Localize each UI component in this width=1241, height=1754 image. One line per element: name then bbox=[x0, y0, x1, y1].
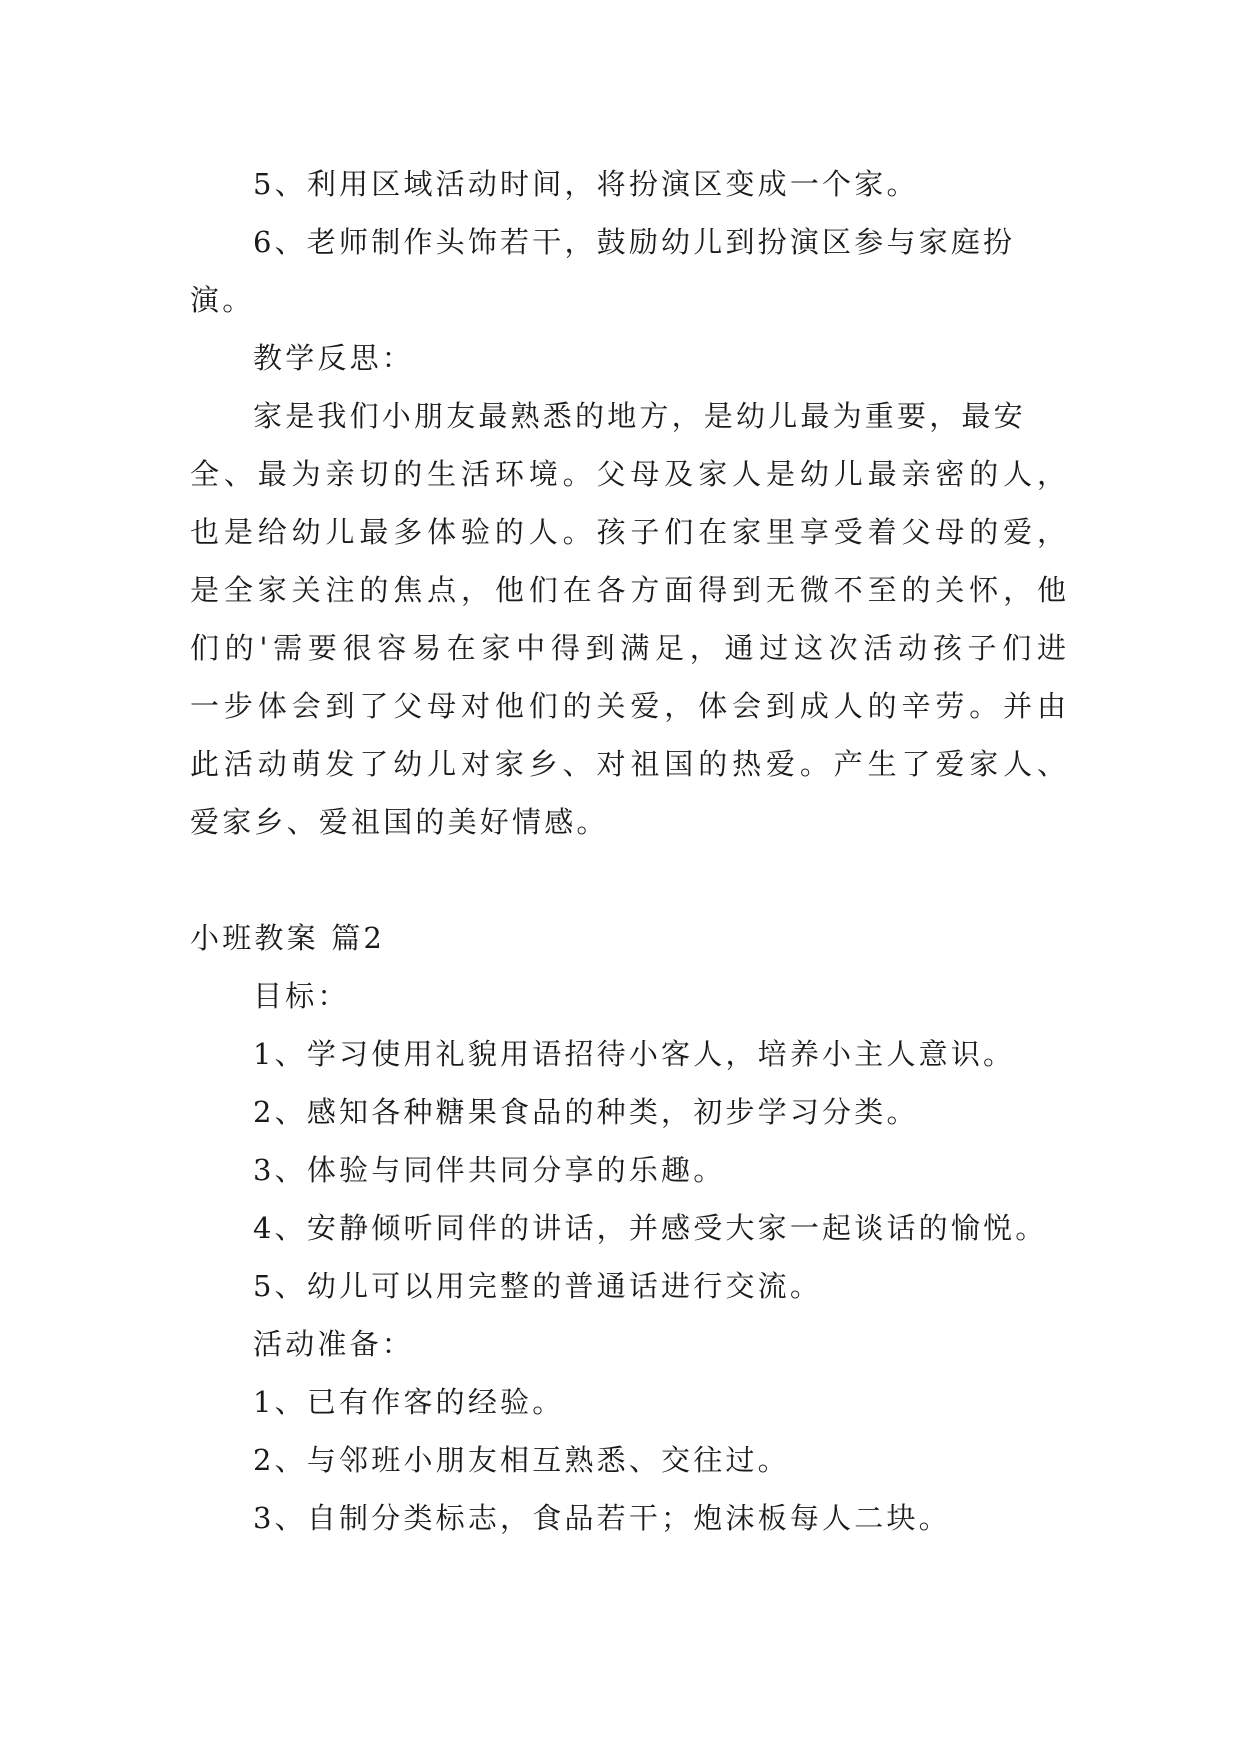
list-item: 5、幼儿可以用完整的普通话进行交流。 bbox=[253, 1269, 823, 1303]
paragraph-line: 爱家乡、爱祖国的美好情感。 bbox=[190, 805, 609, 839]
paragraph-line-text: 们的'需要很容易在家中得到满足，通过这次活动孩子们进 bbox=[190, 631, 1066, 665]
reflection-heading: 教学反思： bbox=[253, 341, 415, 375]
paragraph-line bbox=[190, 686, 1066, 726]
paragraph-line bbox=[190, 512, 1066, 552]
paragraph-line bbox=[190, 628, 1066, 668]
paragraph-line-text: 是全家关注的焦点，他们在各方面得到无微不至的关怀，他 bbox=[190, 573, 1066, 607]
list-item-continuation: 演。 bbox=[190, 283, 255, 317]
prep-heading: 活动准备： bbox=[253, 1327, 415, 1361]
paragraph-line-text: 此活动萌发了幼儿对家乡、对祖国的热爱。产生了爱家人、 bbox=[190, 747, 1066, 781]
section-title: 小班教案 篇2 bbox=[190, 921, 386, 955]
paragraph-line bbox=[190, 454, 1066, 494]
list-item: 1、已有作客的经验。 bbox=[253, 1385, 565, 1419]
list-item: 4、安静倾听同伴的讲话，并感受大家一起谈话的愉悦。 bbox=[253, 1211, 1048, 1245]
goals-heading: 目标： bbox=[253, 979, 350, 1013]
list-item: 1、学习使用礼貌用语招待小客人，培养小主人意识。 bbox=[253, 1037, 1016, 1071]
paragraph-line bbox=[190, 570, 1066, 610]
list-item: 2、与邻班小朋友相互熟悉、交往过。 bbox=[253, 1443, 790, 1477]
list-item: 6、老师制作头饰若干，鼓励幼儿到扮演区参与家庭扮 bbox=[253, 225, 1016, 259]
paragraph-line-text: 也是给幼儿最多体验的人。孩子们在家里享受着父母的爱， bbox=[190, 515, 1066, 549]
list-item: 3、自制分类标志，食品若干；炮沫板每人二块。 bbox=[253, 1501, 951, 1535]
list-item: 2、感知各种糖果食品的种类，初步学习分类。 bbox=[253, 1095, 919, 1129]
paragraph-line-text: 全、最为亲切的生活环境。父母及家人是幼儿最亲密的人， bbox=[190, 457, 1066, 491]
paragraph-line bbox=[190, 744, 1066, 784]
list-item: 5、利用区域活动时间，将扮演区变成一个家。 bbox=[253, 167, 919, 201]
paragraph-line-text: 一步体会到了父母对他们的关爱，体会到成人的辛劳。并由 bbox=[190, 689, 1066, 723]
list-item: 3、体验与同伴共同分享的乐趣。 bbox=[253, 1153, 726, 1187]
paragraph-line: 家是我们小朋友最熟悉的地方，是幼儿最为重要，最安 bbox=[253, 399, 1026, 433]
